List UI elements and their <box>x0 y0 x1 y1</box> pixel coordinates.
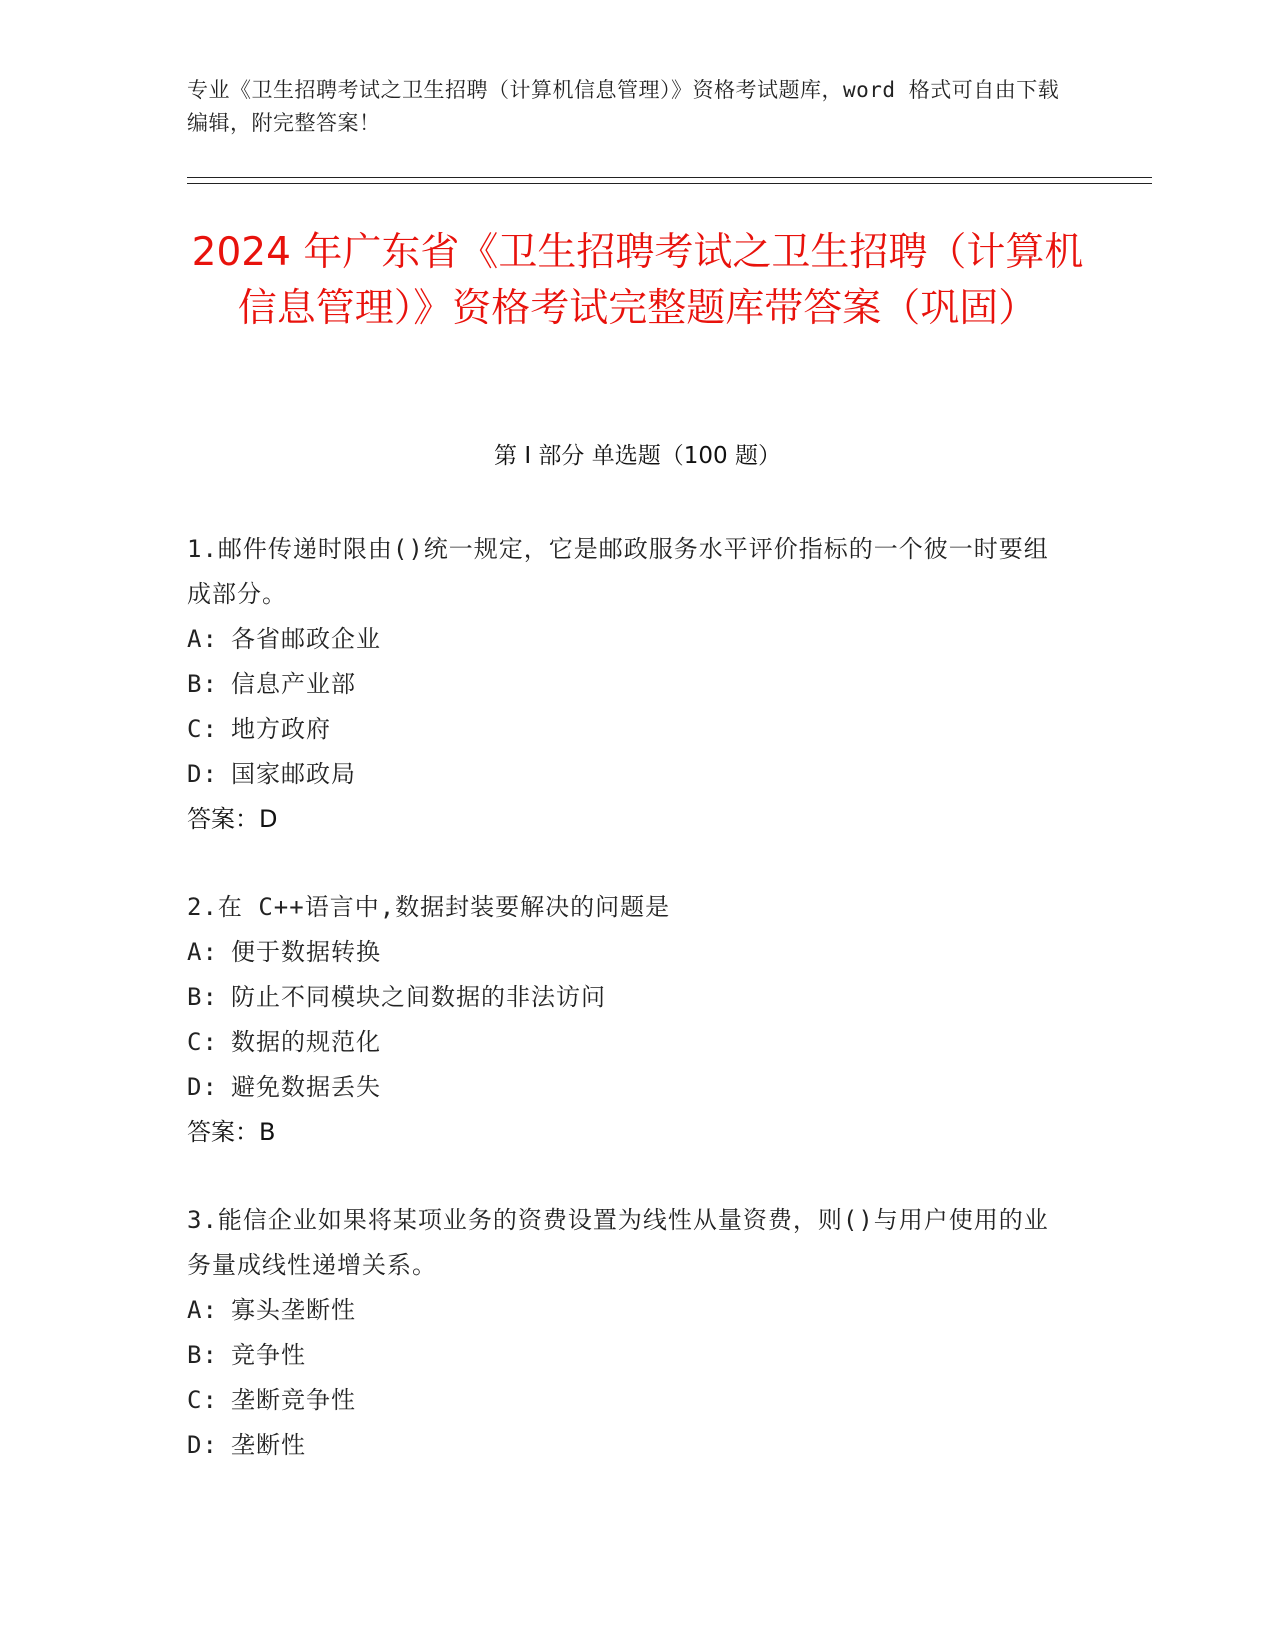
option-c <box>187 1378 1067 1423</box>
option-letter: C: <box>187 1028 218 1056</box>
option-text: 便于数据转换 <box>231 938 381 966</box>
option-text: 各省邮政企业 <box>231 625 381 653</box>
document-title: 2024 年广东省《卫生招聘考试之卫生招聘（计算机信息管理）》资格考试完整题库带答案（巩固） <box>191 230 1084 331</box>
option-text: 避免数据丢失 <box>231 1073 381 1101</box>
option-a <box>187 1288 1067 1333</box>
option-d <box>187 1423 1067 1468</box>
option-b <box>187 1333 1067 1378</box>
option-letter: A: <box>187 938 218 966</box>
question-list <box>187 527 1067 1511</box>
option-letter: D: <box>187 1073 218 1101</box>
option-d <box>187 752 1067 797</box>
question-2 <box>187 885 1067 1155</box>
option-c <box>187 1020 1067 1065</box>
option-c <box>187 707 1067 752</box>
option-text: 垄断性 <box>231 1431 306 1459</box>
option-text: 垄断竞争性 <box>231 1386 356 1414</box>
option-a <box>187 930 1067 975</box>
question-1 <box>187 527 1067 842</box>
option-text: 信息产业部 <box>231 670 356 698</box>
option-b <box>187 975 1067 1020</box>
header-divider-bottom <box>187 183 1152 184</box>
option-a <box>187 617 1067 662</box>
option-letter: B: <box>187 670 218 698</box>
question-stem: 2.在 C++语言中,数据封装要解决的问题是 <box>187 893 671 921</box>
answer-line: 答案：B <box>187 1118 276 1146</box>
option-letter: B: <box>187 983 218 1011</box>
option-d <box>187 1065 1067 1110</box>
option-letter: B: <box>187 1341 218 1369</box>
header-note: 专业《卫生招聘考试之卫生招聘（计算机信息管理）》资格考试题库，word 格式可自由下载编辑，附完整答案！ <box>187 78 1060 135</box>
option-text: 寡头垄断性 <box>231 1296 356 1324</box>
option-text: 防止不同模块之间数据的非法访问 <box>231 983 606 1011</box>
option-b <box>187 662 1067 707</box>
question-stem: 3.能信企业如果将某项业务的资费设置为线性从量资费，则()与用户使用的业务量成线性递增关系。 <box>187 1206 1049 1279</box>
answer-line: 答案：D <box>187 805 278 833</box>
option-letter: C: <box>187 1386 218 1414</box>
option-text: 地方政府 <box>231 715 331 743</box>
question-3 <box>187 1198 1067 1468</box>
option-text: 数据的规范化 <box>231 1028 381 1056</box>
option-text: 国家邮政局 <box>231 760 356 788</box>
question-stem: 1.邮件传递时限由()统一规定，它是邮政服务水平评价指标的一个彼一时要组成部分。 <box>187 535 1049 608</box>
option-letter: A: <box>187 625 218 653</box>
option-letter: D: <box>187 1431 218 1459</box>
option-text: 竞争性 <box>231 1341 306 1369</box>
option-letter: D: <box>187 760 218 788</box>
option-letter: C: <box>187 715 218 743</box>
option-letter: A: <box>187 1296 218 1324</box>
header-divider-top <box>187 177 1152 178</box>
section-title: 第 I 部分 单选题（100 题） <box>494 443 781 469</box>
